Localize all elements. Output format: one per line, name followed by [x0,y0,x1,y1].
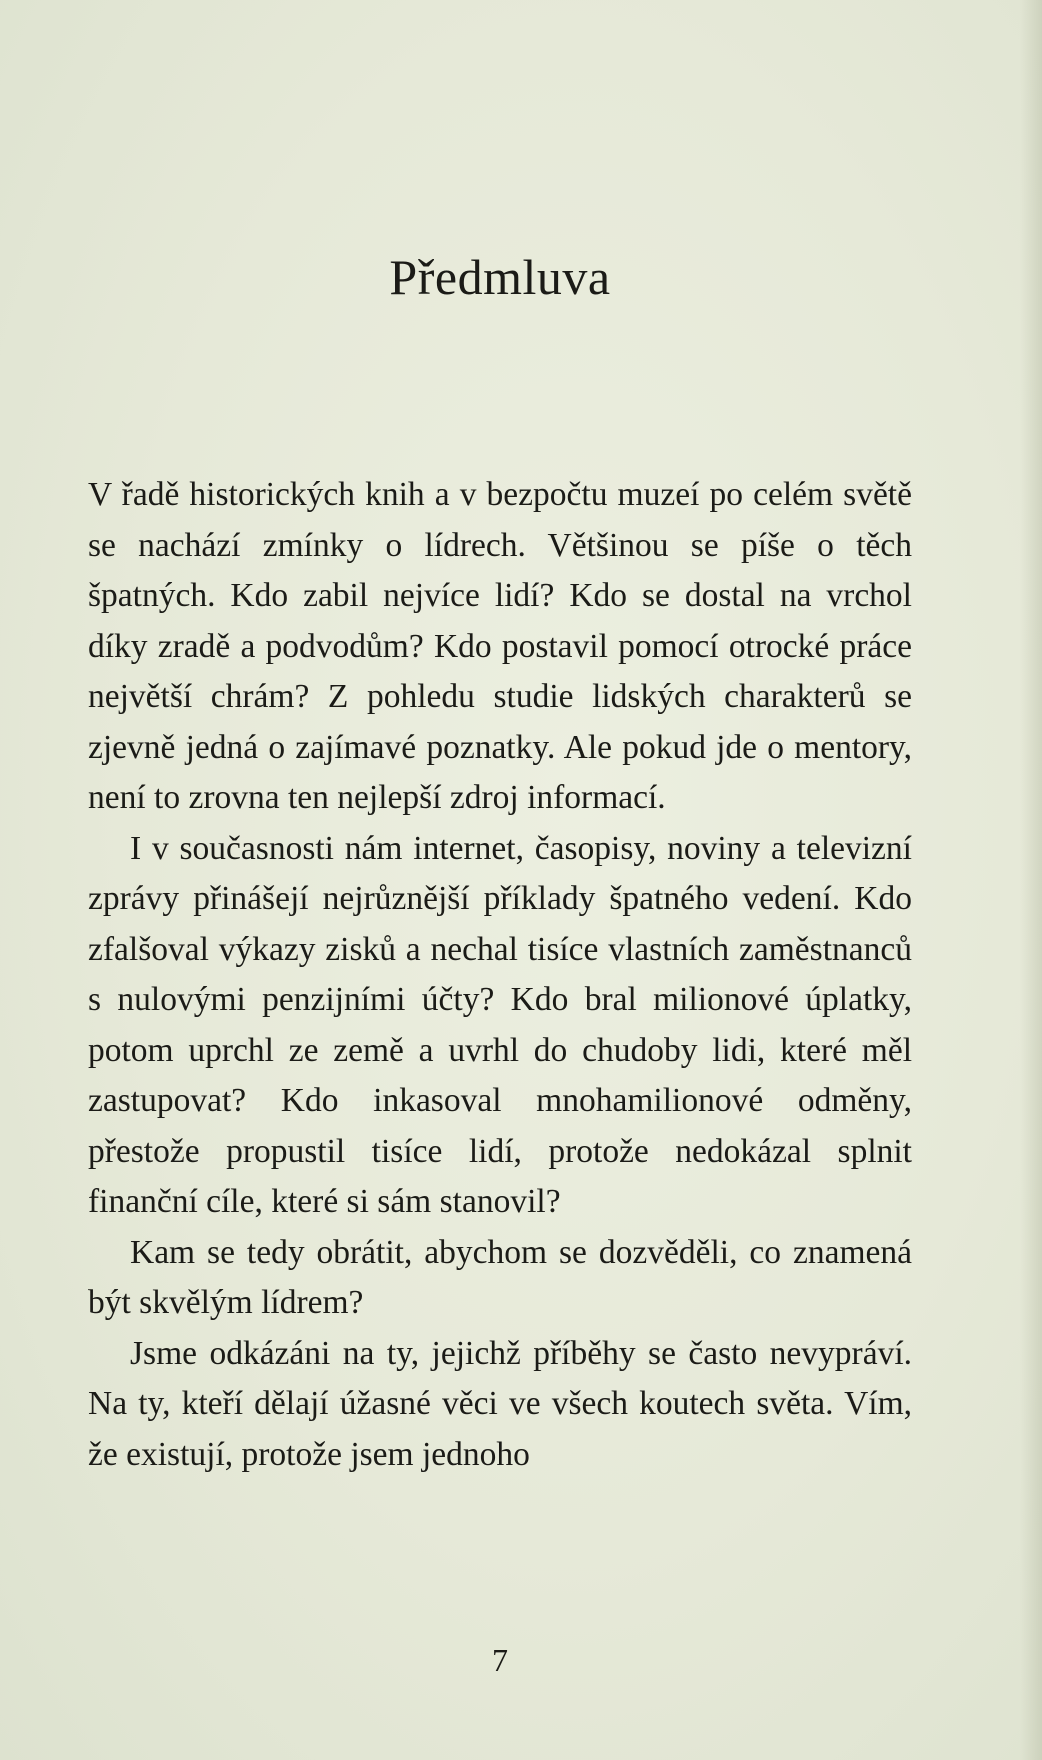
paragraph-2: I v současnosti nám internet, časopisy, noviny a televizní zprávy přinášejí nejrůznější příklady špatného vedení. Kdo zfalšoval výkazy zisků a nechal tisíce vlastních zaměstnanců s nulovými penzijními účty? Kdo bral milionové úplatky, potom uprchl ze země a uvrhl do chudoby lidi, které měl zastupovat? Kdo inkasoval mnohamilionové odměny, přestože propustil tisíce lidí, protože nedokázal splnit finanční cíle, které si sám stanovil? [88,829,912,1220]
paragraph-3: Kam se tedy obrátit, abychom se dozvěděli, co znamená být skvělým lídrem? [88,1233,912,1321]
chapter-title: Předmluva [389,249,611,305]
paragraph-4: Jsme odkázáni na ty, jejichž příběhy se často nevypráví. Na ty, kteří dělají úžasné věci ve všech koutech světa. Vím, že existují, protože jsem jednoho [88,1334,912,1473]
page-number: 7 [492,1642,508,1678]
chapter-body [88,470,912,1480]
paragraph-1: V řadě historických knih a v bezpočtu muzeí po celém světě se nachází zmínky o lídrech. Většinou se píše o těch špatných. Kdo zabil nejvíce lidí? Kdo se dostal na vrchol díky zradě a podvodům? Kdo postavil pomocí otrocké práce největší chrám? Z pohledu studie lidských charakterů se zjevně jedná o zajímavé poznatky. Ale pokud jde o mentory, není to zrovna ten nejlepší zdroj informací. [88,476,912,816]
page-edge-shadow [1020,0,1042,1760]
